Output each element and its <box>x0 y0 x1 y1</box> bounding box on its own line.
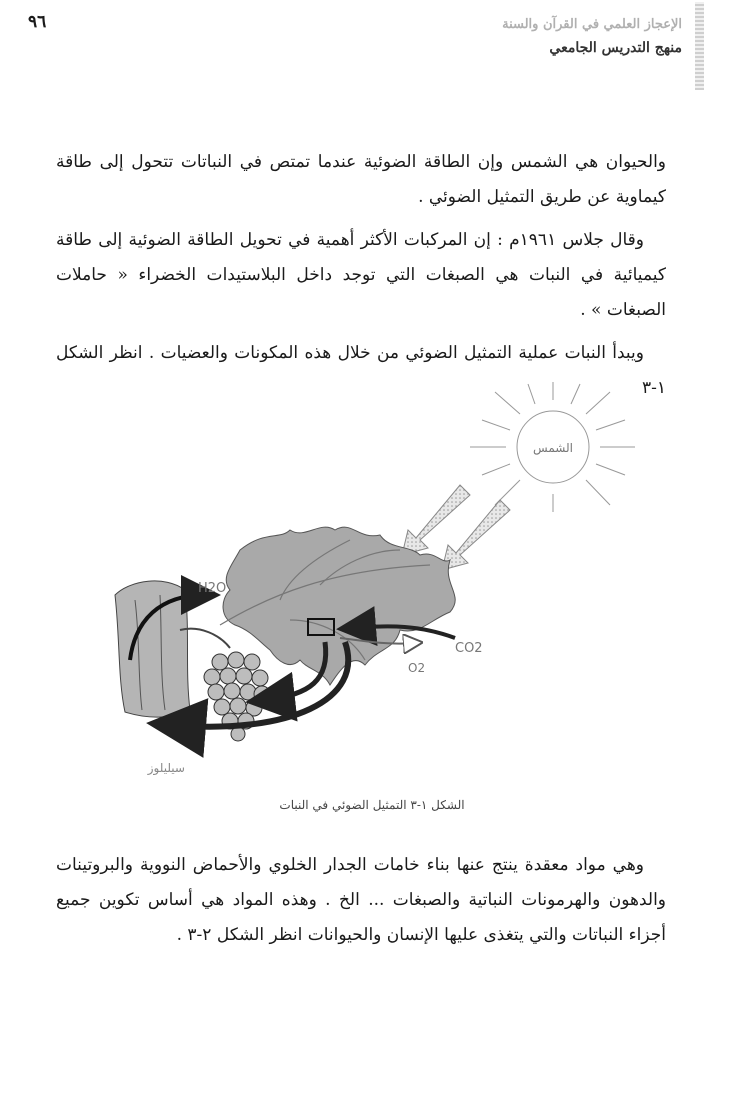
water-label: H2O <box>198 581 227 596</box>
o2-label: O2 <box>408 661 426 675</box>
paragraph: والحيوان هي الشمس وإن الطاقة الضوئية عندما تمتص في النباتات تتحول إلى طاقة كيماوية عن طريق التمثيل الضوئي . <box>56 152 666 207</box>
cellulose-label: سيليلوز <box>147 761 185 775</box>
paragraph: ويبدأ النبات عملية التمثيل الضوئي من خلال هذه المكونات والعضيات . انظر الشكل ١-٣ <box>56 343 666 398</box>
paragraph: وهي مواد معقدة ينتج عنها بناء خامات الجدار الخلوي والأحماض النووية والبروتينات والدهون والهرمونات النباتية والصبغات ... الخ . وهذه المواد هي أساس تكوين جميع أجزاء النباتات والتي يتغذى عليها الإنسان والحيوانات انظر الشكل ٢-٣ . <box>56 855 666 945</box>
photosynthesis-diagram <box>90 380 650 780</box>
page-number: ٩٦ <box>28 12 47 32</box>
co2-label: CO2 <box>455 641 483 656</box>
sun-label: الشمس <box>533 441 573 455</box>
book-title: الإعجاز العلمي في القرآن والسنة <box>502 17 682 32</box>
paragraph: وقال جلاس ١٩٦١م : إن المركبات الأكثر أهمية في تحويل الطاقة الضوئية إلى طاقة كيميائية في النبات هي الصبغات التي توجد داخل البلاستيدات الخضراء « حاملات الصبغات » . <box>56 230 666 320</box>
photosynthesis-figure <box>90 380 650 780</box>
section-subtitle: منهج التدريس الجامعي <box>549 40 682 56</box>
stem-trunk <box>115 581 190 717</box>
body-text-bottom <box>56 848 666 961</box>
body-text-top <box>56 145 666 414</box>
figure-caption: الشكل ١-٣ التمثيل الضوئي في النبات <box>279 798 465 812</box>
running-header <box>352 14 682 60</box>
header-decoration-bar <box>695 2 704 90</box>
